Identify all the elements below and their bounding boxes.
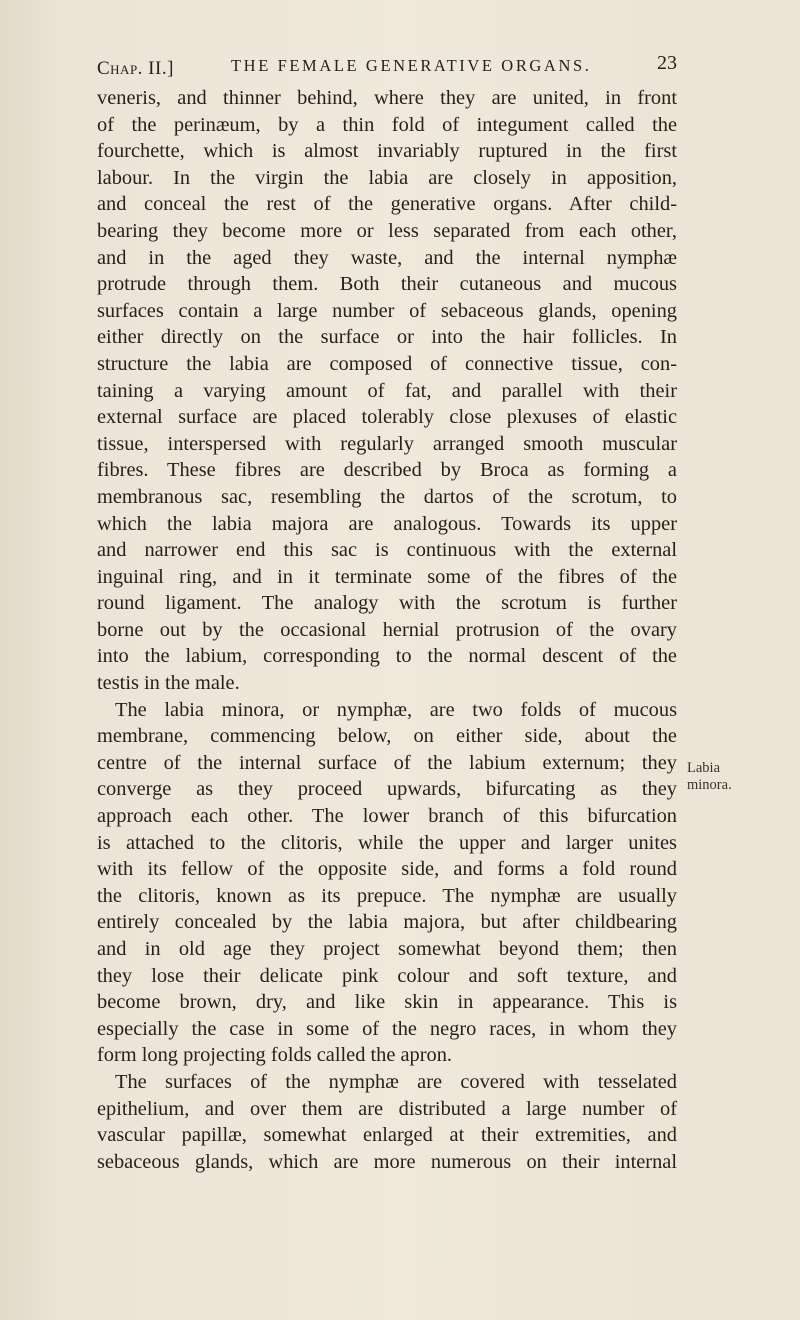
page-header [97, 50, 677, 80]
margin-note [687, 760, 797, 794]
text-line: external surface are placed tolerably close plexuses of elastic [97, 406, 677, 429]
text-line: epithelium, and over them are distributed a large number of [97, 1097, 677, 1120]
text-line: approach each other. The lower branch of this bifurcation [97, 805, 677, 828]
text-line: veneris, and thinner behind, where they are united, in front [97, 87, 677, 109]
running-title: THE FEMALE GENERATIVE ORGANS. [231, 56, 592, 75]
text-line: either directly on the surface or into the hair follicles. In [97, 326, 677, 349]
text-line: form long projecting folds called the apron. [97, 1044, 453, 1067]
text-line: inguinal ring, and in it terminate some of the fibres of the [97, 565, 677, 588]
chapter-label: Chap. II.] [97, 58, 174, 79]
text-line: membranous sac, resembling the dartos of the scrotum, to [97, 485, 677, 508]
text-line: fourchette, which is almost invariably ruptured in the first [97, 140, 677, 163]
page-number: 23 [657, 52, 677, 74]
text-line: they lose their delicate pink colour and soft texture, and [97, 964, 677, 987]
text-line: surfaces contain a large number of sebaceous glands, opening [97, 299, 677, 322]
text-line: fibres. These fibres are described by Broca as forming a [97, 459, 677, 482]
text-line: testis in the male. [97, 672, 240, 695]
text-line: round ligament. The analogy with the scrotum is further [97, 592, 677, 615]
text-line: sebaceous glands, which are more numerous on their internal [97, 1150, 677, 1173]
text-line: especially the case in some of the negro races, in whom they [97, 1017, 677, 1040]
text-line: of the perinæum, by a thin fold of integument called the [97, 113, 677, 136]
text-line: taining a varying amount of fat, and parallel with their [97, 379, 677, 402]
text-line: structure the labia are composed of connective tissue, con- [97, 352, 677, 375]
text-line: borne out by the occasional hernial protrusion of the ovary [97, 618, 677, 641]
text-line: is attached to the clitoris, while the upper and larger unites [97, 831, 677, 854]
text-line: into the labium, corresponding to the normal descent of the [97, 645, 677, 668]
text-line: which the labia majora are analogous. Towards its upper [97, 512, 677, 535]
text-line: the clitoris, known as its prepuce. The nymphæ are usually [97, 884, 677, 907]
text-line: and narrower end this sac is continuous with the external [97, 539, 677, 562]
text-line: protrude through them. Both their cutaneous and mucous [97, 273, 677, 296]
text-line: and in the aged they waste, and the internal nymphæ [97, 246, 677, 269]
margin-note-line: Labia [687, 760, 721, 776]
margin-note-line: minora. [687, 777, 732, 793]
text-line: membrane, commencing below, on either side, about the [97, 725, 677, 748]
text-line: bearing they become more or less separated from each other, [97, 219, 677, 242]
text-line: centre of the internal surface of the labium externum; they [97, 751, 677, 774]
text-line: and conceal the rest of the generative organs. After child- [97, 193, 677, 216]
text-line: and in old age they project somewhat beyond them; then [97, 938, 677, 960]
text-line: tissue, interspersed with regularly arranged smooth muscular [97, 432, 677, 455]
text-line: The surfaces of the nymphæ are covered with tesselated [115, 1070, 677, 1093]
text-line: converge as they proceed upwards, bifurcating as they [97, 778, 677, 801]
text-line: vascular papillæ, somewhat enlarged at their extremities, and [97, 1124, 677, 1147]
text-line: with its fellow of the opposite side, and forms a fold round [97, 858, 677, 881]
text-line: The labia minora, or nymphæ, are two folds of mucous [115, 698, 677, 721]
text-line: become brown, dry, and like skin in appearance. This is [97, 991, 677, 1014]
text-line: labour. In the virgin the labia are closely in apposition, [97, 166, 677, 189]
text-line: entirely concealed by the labia majora, but after childbearing [97, 911, 677, 934]
body-text [97, 85, 677, 1175]
